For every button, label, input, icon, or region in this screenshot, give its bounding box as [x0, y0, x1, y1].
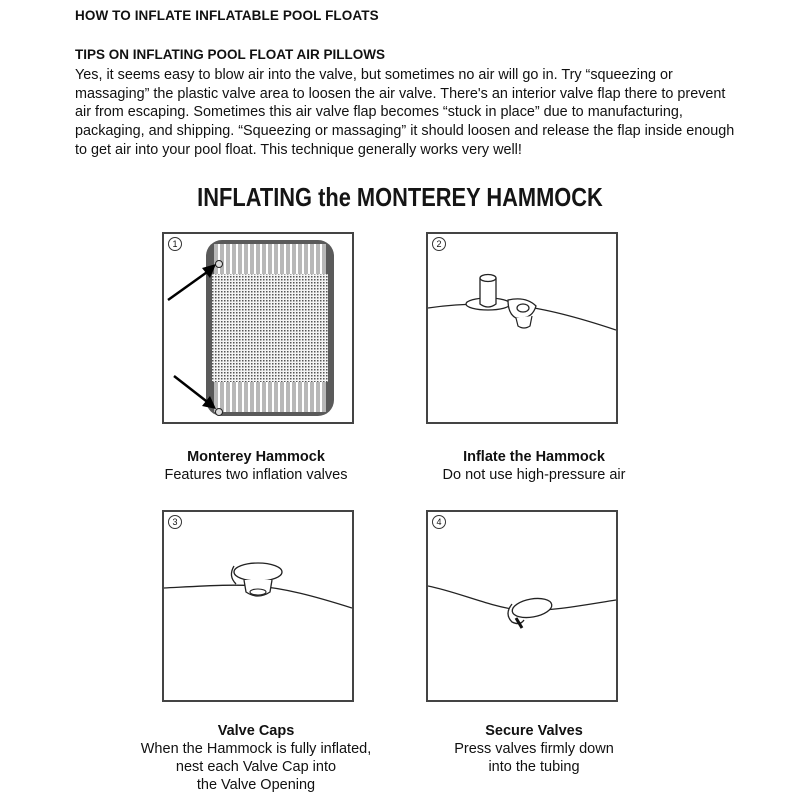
step-3-desc-line: the Valve Opening	[196, 777, 316, 794]
step-4-number: 4	[432, 515, 446, 529]
step-4-panel	[426, 510, 618, 702]
step-4-caption	[380, 722, 688, 776]
step-4-desc-line: Press valves firmly down	[454, 741, 614, 758]
valve-cap-illustration	[164, 512, 352, 700]
diagram-title: INFLATING the MONTEREY HAMMOCK	[197, 182, 603, 212]
step-1-panel	[162, 232, 354, 424]
step-1-desc-line: Features two inflation valves	[164, 467, 348, 484]
step-1-caption	[112, 448, 400, 484]
step-2-number: 2	[432, 237, 446, 251]
step-4-title: Secure Valves	[485, 723, 583, 739]
step-1-number: 1	[168, 237, 182, 251]
open-valve-illustration	[428, 234, 616, 422]
step-3-desc-line: nest each Valve Cap into	[175, 759, 337, 776]
document-title: HOW TO INFLATE INFLATABLE POOL FLOATS	[75, 8, 379, 23]
step-2-panel	[426, 232, 618, 424]
secured-valve-illustration	[428, 512, 616, 700]
step-2-caption	[390, 448, 678, 484]
step-3-panel	[162, 510, 354, 702]
tips-body	[75, 66, 745, 160]
step-3-caption	[96, 722, 416, 795]
step-3-number: 3	[168, 515, 182, 529]
tips-heading: TIPS ON INFLATING POOL FLOAT AIR PILLOWS	[75, 47, 385, 62]
tips-paragraph: Yes, it seems easy to blow air into the valve, but sometimes no air will go in. Try “squeezing or massaging” the plastic valve area to loosen the air valve. There's an interior valve flap there to prevent air from escaping. Sometimes this air valve flap becomes “stuck in place” due to manufacturing, packaging, and shipping. “Squeezing or massaging” it should loosen and release the flap inside enough to get air into your pool float. This technique generally works very well!	[75, 67, 735, 158]
hammock-top-view-illustration	[164, 234, 352, 422]
step-1-title: Monterey Hammock	[187, 449, 325, 465]
step-3-title: Valve Caps	[217, 723, 295, 739]
step-2-title: Inflate the Hammock	[463, 449, 605, 465]
step-3-desc-line: When the Hammock is fully inflated,	[140, 741, 372, 758]
step-4-desc-line: into the tubing	[488, 759, 580, 776]
step-2-desc-line: Do not use high-pressure air	[442, 467, 626, 484]
